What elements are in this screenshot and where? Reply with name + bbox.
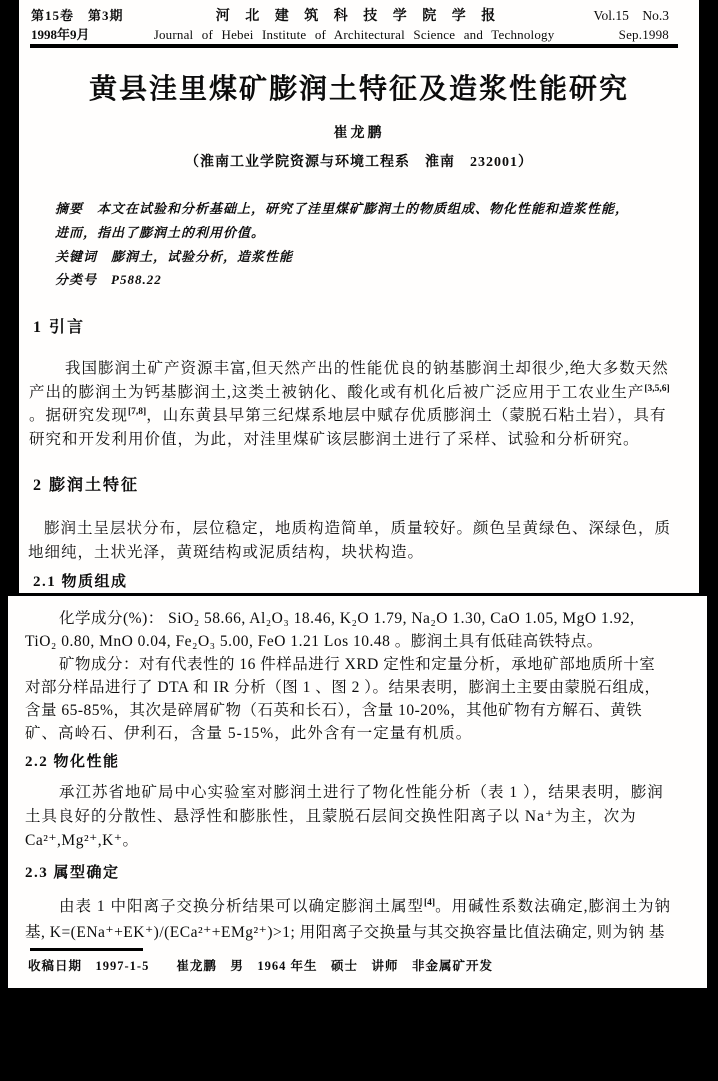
composition-line-5: 含量 65-85%，其次是碎屑矿物（石英和长石），含量 10-20%，其他矿物有方解石、黄铁: [25, 702, 643, 719]
typing-line-2: 基, K=(ENa⁺+EK⁺)/(ECa²⁺+EMg²⁺)>1; 用阳离子交换量与其交换容量比值法确定, 则为钠 基: [25, 924, 665, 941]
typing-line-1: [59, 894, 671, 916]
text-run: 。用碱性系数法确定,膨润土为钠: [435, 898, 671, 915]
author-name: 崔龙鹏: [333, 126, 385, 141]
section-heading-1: 1 引言: [33, 319, 86, 336]
intro-line-1: 我国膨润土矿产资源丰富,但天然产出的性能优良的钠基膨润土却很少,绝大多数天然: [65, 360, 669, 377]
section-heading-2-1: 2.1 物质组成: [33, 574, 128, 590]
footnote-rule: [30, 948, 143, 951]
masthead-rule: [30, 44, 678, 48]
abstract-line-2: 进而，指出了膨润土的利用价值。: [55, 225, 266, 240]
composition-line-4: 对部分样品进行了 DTA 和 IR 分析（图 1 、图 2 ）。结果表明，膨润土主要由蒙脱石组成，: [25, 679, 661, 696]
abstract-line-1: 摘要 本文在试验和分析基础上，研究了洼里煤矿膨润土的物质组成、物化性能和造浆性能，: [55, 201, 630, 216]
composition-line-1: 化学成分(%)： SiO₂ 58.66, Al₂O₃ 18.46, K₂O 1.79, Na₂O 1.30, CaO 1.05, MgO 1.92,: [59, 610, 635, 627]
classification-line: 分类号 P588.22: [55, 272, 162, 287]
section-heading-2-2: 2.2 物化性能: [25, 754, 120, 770]
received-date-footnote: 收稿日期 1997-1-5 崔龙鹏 男 1964 年生 硕士 讲师 非金属矿开发: [28, 959, 493, 973]
masthead-row-2: [31, 24, 669, 43]
text-run: 。据研究发现: [29, 407, 129, 424]
text-run: ，山东黄县早第三纪煤系地层中赋存优质膨润土（蒙脱石粘土岩），具有: [146, 407, 667, 424]
journal-name-en: Journal of Hebei Institute of Architectural Science and Technology: [153, 27, 555, 42]
physchem-line-2: 土具良好的分散性、悬浮性和膨胀性，且蒙脱石层间交换性阳离子以 Na⁺为主，次为: [25, 808, 637, 825]
citation-ref: [4]: [424, 898, 436, 908]
keywords-line: 关键词 膨润土，试验分析，造浆性能: [55, 249, 294, 264]
volume-issue-en: Vol.15 No.3: [593, 8, 669, 23]
text-run: 产出的膨润土为钙基膨润土,这类土被钠化、酸化或有机化后被广泛应用于工农业生产: [29, 384, 645, 401]
volume-issue-cn: 第15卷 第3期: [31, 8, 124, 23]
citation-ref: [7,8]: [128, 407, 147, 417]
article-title: 黄县洼里煤矿膨润土特征及造浆性能研究: [88, 74, 629, 105]
feature-line-1: 膨润土呈层状分布，层位稳定，地质构造简单，质量较好。颜色呈黄绿色、深绿色，质: [44, 520, 672, 537]
journal-name-cn: 河 北 建 筑 科 技 学 院 学 报: [215, 9, 502, 24]
feature-line-2: 地细纯，土状光泽，黄斑结构或泥质结构，块状构造。: [28, 544, 425, 561]
issue-date-cn: 1998年9月: [31, 27, 90, 42]
issue-date-en: Sep.1998: [618, 27, 669, 42]
physchem-line-1: 承江苏省地矿局中心实验室对膨润土进行了物化性能分析（表 1 ），结果表明，膨润: [59, 784, 664, 801]
physchem-line-3: Ca²⁺,Mg²⁺,K⁺。: [25, 832, 139, 849]
intro-line-4: 研究和开发利用价值，为此，对洼里煤矿该层膨润土进行了采样、试验和分析研究。: [29, 431, 640, 448]
section-heading-2-3: 2.3 属型确定: [25, 865, 120, 881]
author-affiliation: （淮南工业学院资源与环境工程系 淮南 232001）: [185, 155, 533, 170]
composition-line-2: TiO₂ 0.80, MnO 0.04, Fe₂O₃ 5.00, FeO 1.21 Los 10.48 。膨润土具有低硅高铁特点。: [25, 633, 603, 650]
masthead-row-1: [31, 4, 669, 25]
composition-line-3: 矿物成分：对有代表性的 16 件样品进行 XRD 定性和定量分析，承地矿部地质所十室: [59, 656, 656, 673]
text-run: 由表 1 中阳离子交换分析结果可以确定膨润土属型: [59, 898, 425, 915]
intro-line-3: [29, 403, 666, 425]
citation-ref: [3,5,6]: [644, 384, 670, 394]
section-heading-2: 2 膨润土特征: [33, 477, 140, 494]
intro-line-2: [29, 380, 670, 402]
composition-line-6: 矿、高岭石、伊利石，含量 5-15%，此外含有一定量有机质。: [25, 725, 473, 742]
